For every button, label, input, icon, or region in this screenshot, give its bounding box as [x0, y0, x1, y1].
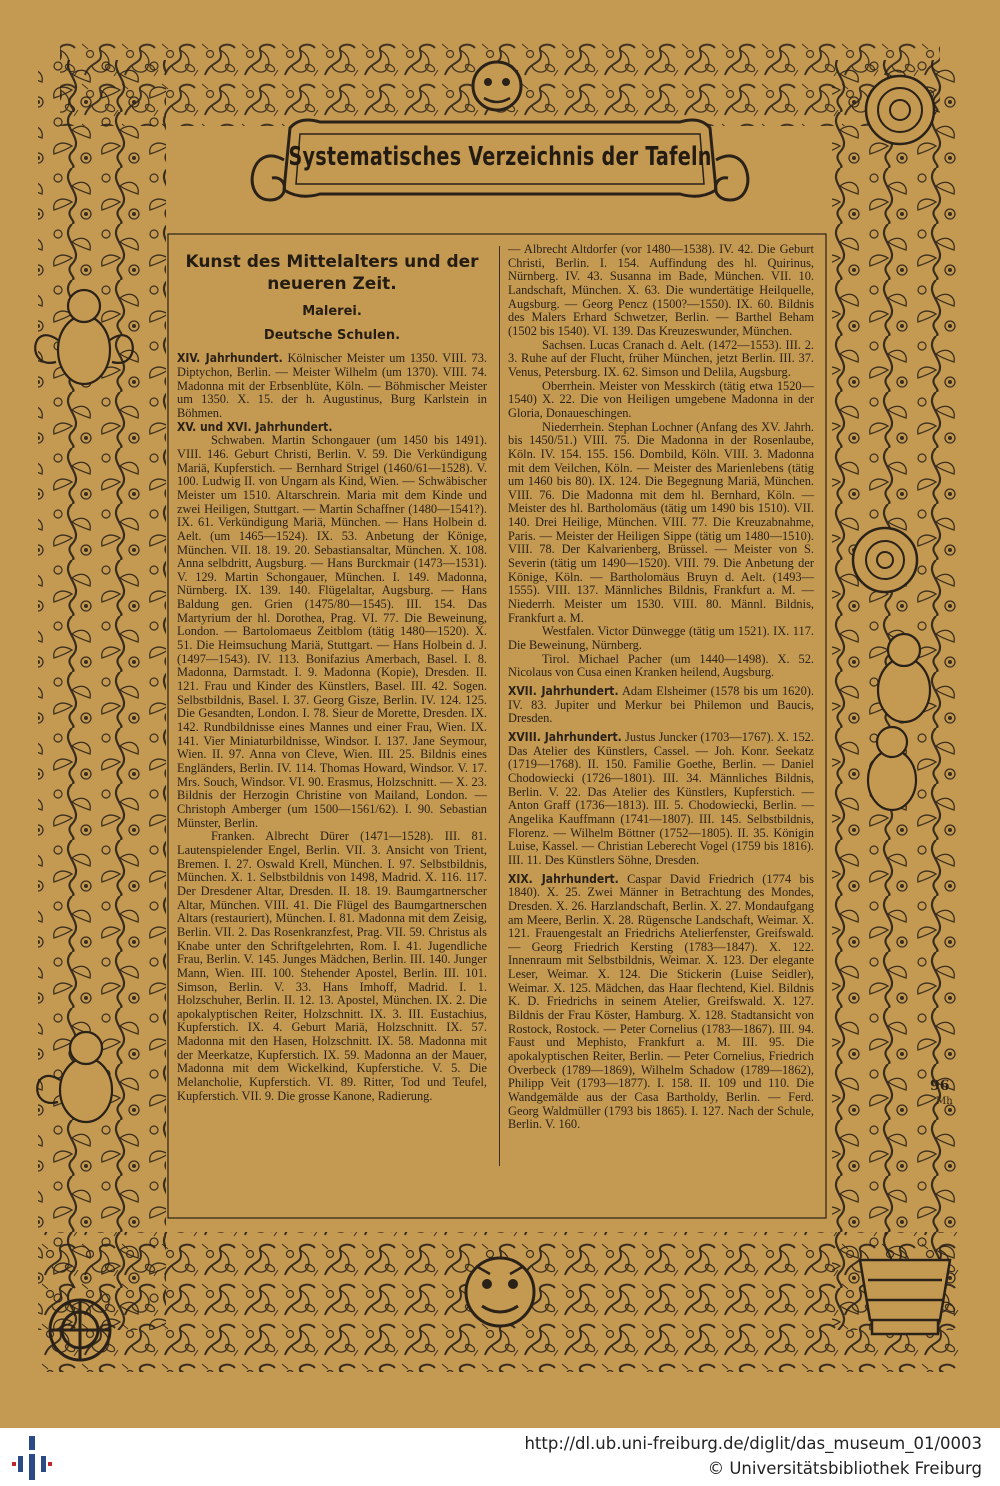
right-text-column	[508, 243, 814, 1132]
footer-bar	[0, 1428, 1000, 1486]
entry-17th-century	[508, 685, 814, 726]
entry-tirol: Tirol. Michael Pacher (um 1440—1498). X. 52. Nicolaus von Cusa einen Kranken heilend, Augsburg.	[508, 651, 814, 680]
entry-14th-century	[177, 352, 487, 420]
page-title: Systematisches Verzeichnis der Tafeln	[288, 142, 712, 172]
copyright-notice: © Universitätsbibliothek Freiburg	[707, 1459, 982, 1478]
century-label: XV. und XVI. Jahrhundert.	[177, 419, 333, 434]
entry-text: Kölnischer Meister um 1350. VIII. 73. Diptychon, Berlin. — Meister Wilhelm (um 1370). VIII. 74. Madonna mit der Erbsenblüte, Köln. — Böhmischer Meister um 1350. X. 15. der h. Augustinus, Burg Karlstein in Böhmen.	[177, 351, 487, 420]
century-label: XIX. Jahrhundert.	[508, 871, 619, 886]
century-15-16-heading	[177, 421, 487, 435]
century-label: XIV. Jahrhundert.	[177, 351, 283, 366]
left-text-column	[177, 243, 487, 1103]
entry-text: Caspar David Friedrich (1774 bis 1840). X. 25. Zwei Männer in Betrachtung des Mondes, Dresden. X. 26. Harzlandschaft, Berlin. X. 27. Mondaufgang am Meere, Berlin. X. 28. Rügensche Landschaft, Weimar. X. 121. Frauengestalt an Friedrichs Atelierfenster, Greifswald. — Georg Friedrich Kersting (1783—1847). X. 122. Innenraum mit Selbstbildnis, Weimar. X. 123. Der elegante Leser, Weimar. X. 124. Die Stickerin (Luise Seidler), Weimar. X. 125. Mädchen, das Haar flechtend, Kiel. Bildnis K. D. Friedrichs in seinem Atelier, Greifswald. X. 127. Bildnis der Frau Köster, Hamburg. X. 128. Stadtansicht von Rostock, Rostock. — Peter Cornelius (1783—1867). III. 94. Faust und Mephisto, Frankfurt a. M. III. 95. Die apokalyptischen Reiter, Berlin. — Peter Cornelius, Friedrich Overbeck (1789—1869), Wilhelm Schadow (1789—1862), Philipp Veit (1793—1877). I. 158. II. 109 und 110. Die Wandgemälde aus der Casa Bartholdy, Berlin. — Ferd. Georg Waldmüller (1793 bis 1865). I. 127. Nach der Schule, Berlin. V. 160.	[508, 871, 814, 1132]
subheading-painting: Malerei.	[302, 304, 362, 319]
section-heading: Kunst des Mittelalters und der neueren Zeit.	[185, 252, 479, 294]
entry-schwaben: Schwaben. Martin Schongauer (um 1450 bis 1491). VIII. 146. Geburt Christi, Berlin. V. 59. Die Verkündigung Mariä, Kupferstich. — Bernhard Strigel (1460/61—1528). V. 100. Ludwig II. von Ungarn als Kind, Wien. — Schwäbischer Meister um 1510. Altarschrein. Maria mit dem Kinde und zwei Heiligen, Stuttgart. — Martin Schaffner (1480—1541?). IX. 61. Verkündigung Mariä, München. — Hans Holbein d. Aelt. (um 1465—1524). IX. 53. Anbetung der Könige, München. VII. 18. 19. 20. Sebastiansaltar, München. X. 108. Anna selbdritt, Augsburg. — Hans Burckmair (1473—1531). V. 129. Martin Schongauer, München. I. 149. Madonna, Nürnberg. IX. 139. 140. Flügelaltar, Augsburg. — Hans Baldung gen. Grien (1475/80—1545). III. 154. Das Martyrium der hl. Dorothea, Prag. VI. 77. Die Beweinung, London. — Bartolomaeus Zeitblom (tätig 1480—1520). X. 51. Die Heimsuchung Mariä, Stuttgart. — Hans Holbein d. J. (1497—1543). IV. 113. Bonifazius Amerbach, Basel. I. 8. Madonna, Darmstadt. I. 9. Madonna (Kopie), Dresden. II. 121. Frau und Kinder des Künstlers, Basel. III. 42. Sogen. Selbstbildnis, Basel. I. 37. Georg Gisze, Berlin. IV. 124. 125. Die Gesandten, London. I. 78. Sieur de Morette, Dresden. IX. 142. Rundbildnisse eines Mannes und einer Frau, Wien. IX. 141. Vier Miniaturbildnisse, Windsor. I. 137. Jane Seymour, Wien. II. 97. Anna von Cleve, Wien. III. 25. Bildnis eines Engländers, Berlin. IV. 114. Thomas Howard, Windsor. V. 17. Mrs. Souch, Windsor. VI. 90. Erasmus, Holzschnitt. — X. 23. Bildnis der Herzogin Christine von Mailand, London. — Christoph Amberger (um 1500—1561/62). I. 90. Sebastian Münster, Berlin.	[177, 433, 487, 830]
entry-text: Justus Juncker (1703—1767). X. 152. Das Atelier des Künstlers, Cassel. — Joh. Konr. Seekatz (1719—1768). II. 150. Familie Goethe, Berlin. — Daniel Chodowiecki (1726—1801). III. 34. Männliches Bildnis, Berlin. V. 22. Das Atelier des Künstlers, Kupferstich. — Anton Graff (1736—1813). III. 5. Chodowiecki, Berlin. — Angelika Kauffmann (1741—1807). III. 145. Selbstbildnis, Florenz. — Wilhelm Böttner (1752—1805). II. 35. Königin Luise, Kassel. — Christian Leberecht Vogel (1759 bis 1816). III. 11. Des Künstlers Söhne, Dresden.	[508, 729, 814, 867]
library-logo-icon	[12, 1436, 52, 1480]
column-divider	[499, 246, 500, 1166]
century-label: XVIII. Jahrhundert.	[508, 729, 622, 744]
entry-niederrhein: Niederrhein. Stephan Lochner (Anfang des XV. Jahrh. bis 1450/51.) VIII. 75. Die Madonna in der Rosenlaube, Köln. IV. 154. 155. 156. Dombild, Köln. VIII. 3. Madonna mit dem Veilchen, Köln. — Meister des Marienlebens (tätig um 1460 bis 80). IX. 124. Die Begegnung Mariä, München. VIII. 76. Die Madonna mit dem hl. Bernhard, Köln. — Meister des hl. Bartholomäus (tätig um 1490 bis 1510). VII. 140. Drei Heilige, München. VIII. 77. Die Kreuzabnahme, Paris. — Meister der Heiligen Sippe (tätig um 1480—1510). VIII. 78. Der Kalvarienberg, Brüssel. — Meister von S. Severin (tätig um 1490—1520). VIII. 79. Die Anbetung der Könige, Köln. — Bartholomäus Bruyn d. Aelt. (1493—1555). VIII. 137. Männliches Bildnis, Frankfurt a. M. — Niederrh. Meister um 1530. VIII. 80. Männl. Bildnis, Frankfurt a. M.	[508, 419, 814, 625]
title-cartouche	[288, 132, 712, 182]
permalink-url[interactable]: http://dl.ub.uni-freiburg.de/diglit/das_museum_01/0003	[524, 1434, 982, 1453]
svg-text:Mh: Mh	[936, 1096, 953, 1107]
signature-monogram: 96	[930, 1078, 950, 1094]
subheading-german-schools: Deutsche Schulen.	[263, 327, 401, 343]
entry-18th-century	[508, 731, 814, 868]
century-label: XVII. Jahrhundert.	[508, 684, 619, 698]
entry-westfalen: Westfalen. Victor Dünwegge (tätig um 1521). IX. 117. Die Beweinung, Nürnberg.	[508, 624, 814, 653]
entry-text: Adam Elsheimer (1578 bis um 1620). IV. 83. Jupiter und Merkur bei Philemon und Baucis, Dresden.	[508, 684, 814, 726]
entry-franken-continued: — Albrecht Altdorfer (vor 1480—1538). IV. 42. Die Geburt Christi, Berlin. I. 154. Auffindung des hl. Quirinus, Nürnberg. IV. 43. Susanna im Bade, München. VII. 10. Landschaft, München. X. 63. Die wundertätige Heilquelle, Augsburg. — Georg Pencz (1500?—1550). IX. 60. Bildnis des Malers Erhard Schwetzer, Berlin. — Barthel Beham (1502 bis 1540). VI. 139. Das Kreuzeswunder, München.	[508, 242, 814, 338]
entry-oberrhein: Oberrhein. Meister von Messkirch (tätig etwa 1520—1540) X. 22. Die von Heiligen umgebene Madonna in der Gloria, Donaueschingen.	[508, 378, 814, 420]
entry-franken: Franken. Albrecht Dürer (1471—1528). III. 81. Lautenspielender Engel, Berlin. VII. 3. Ansicht von Trient, Bremen. I. 27. Oswald Krell, München. I. 97. Selbstbildnis, München. X. 1. Selbstbildnis von 1498, Madrid. X. 116. 117. Der Dresdener Altar, Dresden. II. 18. 19. Baumgartnerscher Altar, München. VIII. 41. Die Flügel des Baumgartnerschen Altars (restauriert), München. I. 81. Madonna mit dem Zeisig, Berlin. VII. 2. Das Rosenkranzfest, Prag. VII. 59. Christus als Knabe unter den Schriftgelehrten, Rom. I. 41. Jugendliche Frau, Berlin. V. 145. Junges Mädchen, Berlin. III. 140. Junger Mann, Wien. III. 100. Stehender Apostel, Berlin. III. 101. Simson, Berlin. V. 33. Hans Imhoff, Madrid. I. 1. Holzschuher, Berlin. II. 12. 13. Apostel, München. IX. 2. Die apokalyptischen Reiter, Holzschnitt. IX. 3. III. Eustachius, Kupferstich. IX. 4. Geburt Mariä, Holzschnitt. IX. 57. Madonna mit den Hasen, Holzschnitt. IX. 58. Madonna mit der Meerkatze, Kupferstich. IX. 59. Madonna an der Mauer, Madonna mit dem Wickelkind, Kupferstiche. V. 5. Die Melancholie, Kupferstich. VI. 89. Ritter, Tod und Teufel, Kupferstich. VII. 9. Die grosse Kanone, Radierung.	[177, 829, 487, 1103]
entry-19th-century	[508, 873, 814, 1132]
entry-sachsen: Sachsen. Lucas Cranach d. Aelt. (1472—1553). III. 2. 3. Ruhe auf der Flucht, früher München, jetzt Berlin. III. 37. Venus, Petersburg. IX. 62. Simson und Delila, Augsburg.	[508, 337, 814, 379]
